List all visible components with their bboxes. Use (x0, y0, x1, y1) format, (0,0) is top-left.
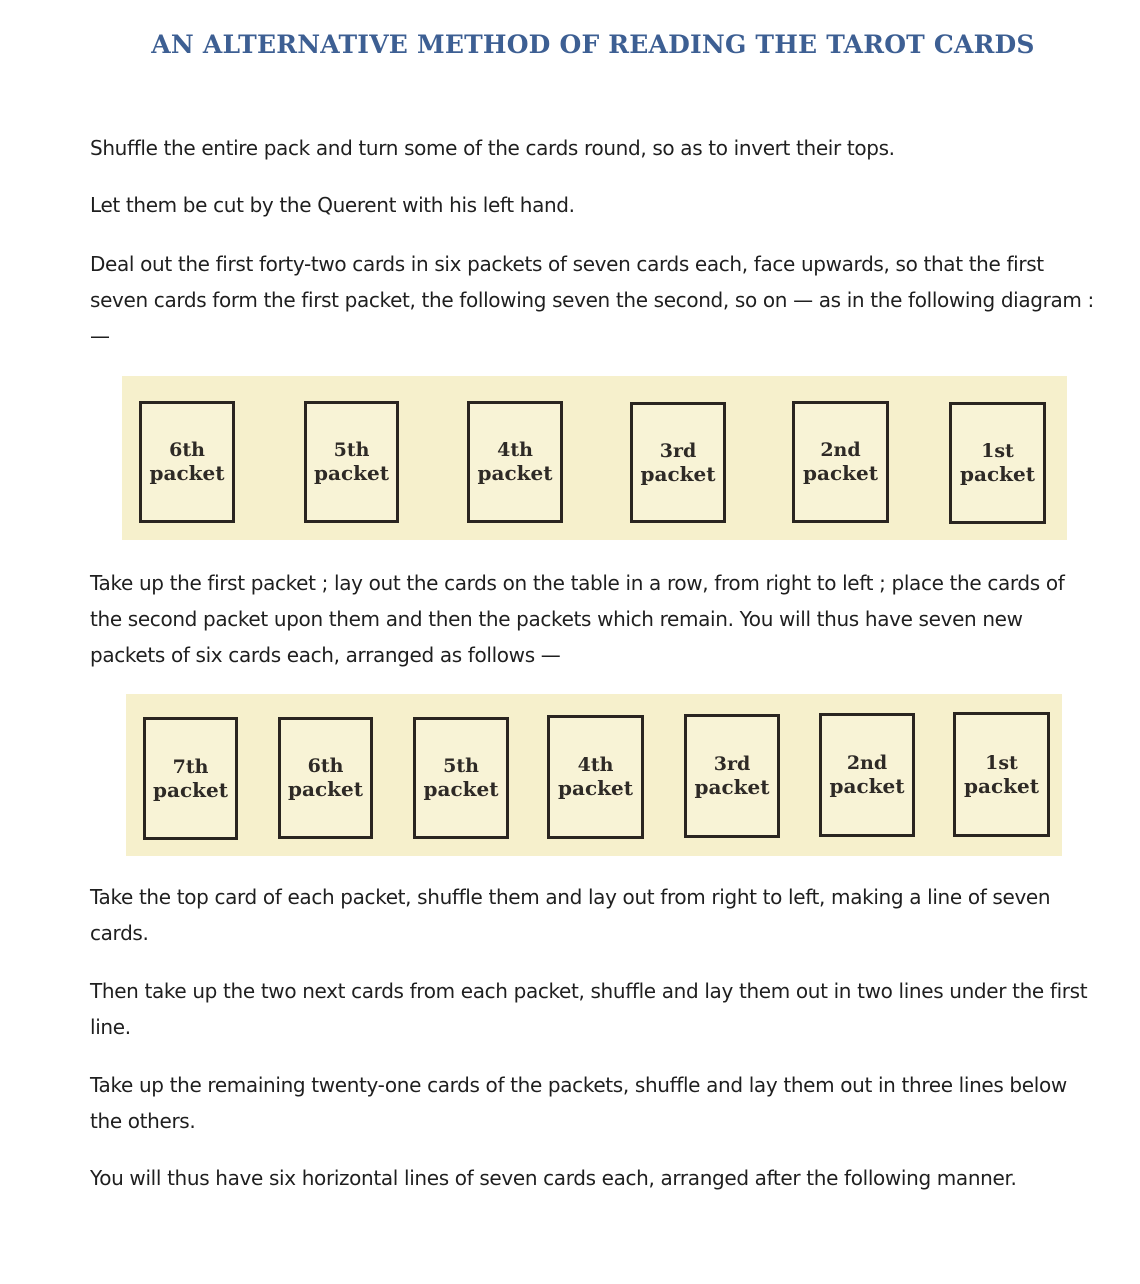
packet-card (547, 715, 644, 839)
paragraph-shuffle: Shuffle the entire pack and turn some of the cards round, so as to invert their tops. (90, 136, 895, 160)
packet-card (304, 401, 399, 523)
packet-ordinal: 1st (981, 440, 1014, 462)
packet-ordinal: 3rd (713, 753, 751, 775)
packet-label: packet (314, 461, 389, 485)
packet-label: packet (288, 777, 363, 801)
diagram-seven-packets (126, 694, 1062, 856)
packet-ordinal: 4th (497, 439, 533, 461)
packet-label: packet (803, 461, 878, 485)
paragraph-next-cards: Then take up the two next cards from each packet, shuffle and lay them out in two lines under the first line. (90, 979, 1088, 1039)
packet-card (630, 402, 726, 523)
packet-label: packet (694, 775, 770, 799)
packet-card (139, 401, 235, 523)
packet-label: packet (423, 777, 499, 801)
paragraph-top-card: Take the top card of each packet, shuffle them and lay out from right to left, making a line of seven cards. (90, 885, 1051, 945)
packet-card (949, 402, 1046, 524)
packet-label: packet (558, 776, 633, 800)
packet-label: packet (829, 774, 905, 798)
packet-ordinal: 5th (333, 439, 370, 461)
diagram-six-packets (122, 376, 1067, 540)
packet-ordinal: 2nd (820, 439, 861, 461)
paragraph-six-lines: You will thus have six horizontal lines of seven cards each, arranged after the following manner. (90, 1166, 1017, 1190)
packet-ordinal: 5th (443, 755, 479, 777)
packet-ordinal: 6th (169, 439, 205, 461)
packet-card (792, 401, 889, 523)
packet-label: packet (477, 461, 553, 485)
packet-ordinal: 2nd (846, 752, 888, 774)
paragraph-deal: Deal out the first forty-two cards in six packets of seven cards each, face upwards, so that the first seven cards form the first packet, the following seven the second, so on — as in the following diagram : — (90, 252, 1094, 348)
packet-ordinal: 4th (577, 754, 614, 776)
packet-ordinal: 3rd (659, 439, 697, 462)
packet-card (819, 713, 915, 837)
packet-ordinal: 1st (985, 751, 1018, 774)
packet-label: packet (153, 777, 228, 802)
packet-card (413, 717, 509, 839)
page-title: AN ALTERNATIVE METHOD OF READING THE TAROT CARDS (151, 30, 1035, 59)
packet-label: packet (640, 461, 716, 486)
packet-label: packet (964, 773, 1039, 798)
paragraph-remaining: Take up the remaining twenty-one cards of the packets, shuffle and lay them out in three lines below the others. (90, 1073, 1067, 1133)
packet-ordinal: 6th (307, 755, 344, 777)
packet-label: packet (960, 462, 1035, 486)
packet-label: packet (149, 461, 225, 485)
packet-card (953, 712, 1050, 837)
packet-card (278, 717, 373, 839)
paragraph-take-up: Take up the first packet ; lay out the cards on the table in a row, from right to left ; place the cards of the second packet upon them and then the packets which remain. You will thus have seven new packets of six cards each, arranged as follows — (90, 571, 1065, 667)
packet-card (467, 401, 563, 523)
packet-card (143, 717, 238, 840)
packet-ordinal: 7th (172, 755, 209, 778)
paragraph-cut: Let them be cut by the Querent with his left hand. (90, 193, 575, 217)
packet-card (684, 714, 780, 838)
